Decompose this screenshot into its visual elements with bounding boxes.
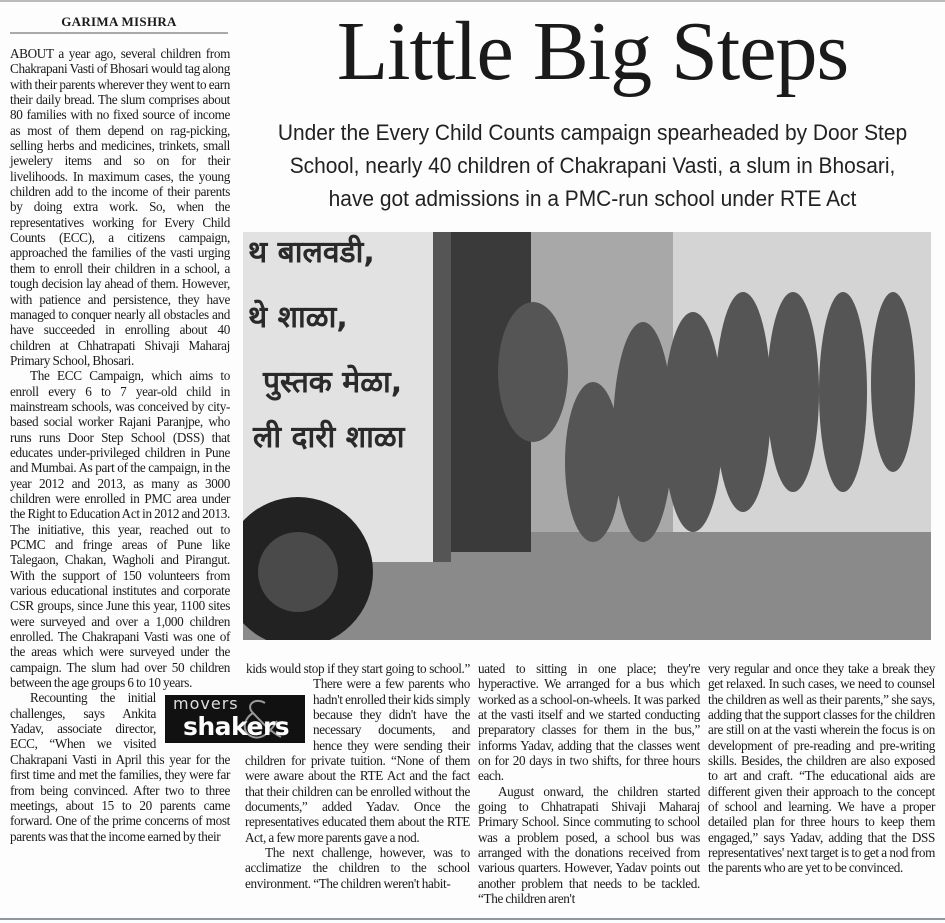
logo-line1: movers [173, 694, 239, 713]
paragraph: kids would stop if they start going to school.” There were a few parents who hadn't enrolled their kids simply because they didn't have the necessary documents, and hence they were sending their children for private tuition. “None of them were aware about the RTE Act and the fact that their children can be enrolled without the documents,” added Yadav. Once the representatives educated them about the RTE Act, a few more parents gave a nod. [245, 661, 470, 845]
bus-sign-text: थे शाळा, [248, 300, 348, 335]
bus-sign-text: पुस्तक मेळा, [263, 365, 403, 400]
bus-sign-text: ली दारी शाळा [253, 420, 405, 455]
logo-line2: shakers [183, 712, 290, 741]
photo-children-boarding-bus [243, 232, 931, 640]
paragraph: Recounting the initial challenges, says Ankita Yadav, associate director, ECC, “When we visited Chakrapani Vasti in April this year for the first time and met the families, they were far from being convinced. After two to three meetings, about 15 to 20 parents came forward. One of the prime concerns of most parents was that the income earned by their [10, 690, 230, 844]
article-column-4 [708, 661, 935, 876]
paragraph: ABOUT a year ago, several children from Chakrapani Vasti of Bhosari would tag along with their parents wherever they went to earn their daily bread. The slum comprises about 80 families with no fixed source of income as most of them depend on rag-picking, selling herbs and medicines, trinkets, small jewelery items and so on for their livelihoods. In maximum cases, the young children add to the income of their parents by doing extra work. So, when the representatives working for Every Child Counts (ECC), a citizens campaign, approached the families of the vasti urging them to enroll their children in a school, a tough decision lay ahead of them. However, with patience and persistence, they have managed to conquer nearly all obstacles and have succeeded in enrolling about 40 children at Chhatrapati Shivaji Maharaj Primary School, Bhosari. [10, 46, 230, 368]
subheadline: Under the Every Child Counts campaign spearheaded by Door Step School, nearly 40 children of Chakrapani Vasti, a slum in Bhosari, have got admissions in a PMC-run school under RTE Act [277, 120, 908, 211]
byline: GARIMA MISHRA [61, 14, 177, 29]
paragraph: The next challenge, however, was to acclimatize the children to the school environment. “The children weren't habit- [245, 845, 470, 891]
paragraph: August onward, the children started going to Chhatrapati Shivaji Maharaj Primary School. Since commuting to school was a problem posed, a school bus was arranged with the donations received from various quarters. However, Yadav points out another problem that needs to be tackled. “The children aren't [478, 783, 700, 907]
bottom-rule [0, 918, 945, 920]
paragraph: The ECC Campaign, which aims to enroll every 6 to 7 year-old child in mainstream schools, was conceived by city-based social worker Rajani Paranjpe, who runs runs Door Step School (DSS) that educates under-privileged children in Pune and Mumbai. As part of the campaign, in the year 2012 and 2013, as many as 3000 children were enrolled in PMC area under the Right to Education Act in 2012 and 2013. The initiative, this year, reached out to PCMC and fringe areas of Pune like Talegaon, Chakan, Wagholi and Pirangut. With the support of 150 volunteers from various educational institutes and corporate CSR groups, since June this year, 1100 sites were surveyed and over a 1,000 children enrolled. The Chakrapani Vasti was one of the areas which were surveyed under the campaign. The slum had over 50 children between the age groups 6 to 10 years. [10, 368, 230, 691]
paragraph: uated to sitting in one place; they're hyperactive. We arranged for a bus which worked as a school-on-wheels. It was parked at the vasti itself and we started conducting preparatory classes for them in the bus,” informs Yadav, adding that the classes went on for 20 days in two shifts, for three hours each. [478, 661, 700, 784]
headline: Little Big Steps [336, 5, 849, 98]
paragraph: very regular and once they take a break they get relaxed. In such cases, we need to counsel the children as well as their parents,” she says, adding that the support classes for the children are still on at the vasti wherein the focus is on development of pre-reading and pre-writing skills. Besides, the children are also exposed to art and craft. “The educational aids are different given their approach to the concept of school and learning. We have a proper detailed plan for three hours to keep them engaged,” says Yadav, adding that the DSS representatives' next target is to get a nod from the parents who are yet to be convinced. [708, 661, 935, 876]
byline-rule [10, 32, 228, 34]
bus-sign-text: थ बालवडी, [248, 235, 375, 270]
article-photo [243, 232, 931, 640]
article-column-3 [478, 661, 700, 907]
movers-shakers-logo [165, 695, 305, 743]
